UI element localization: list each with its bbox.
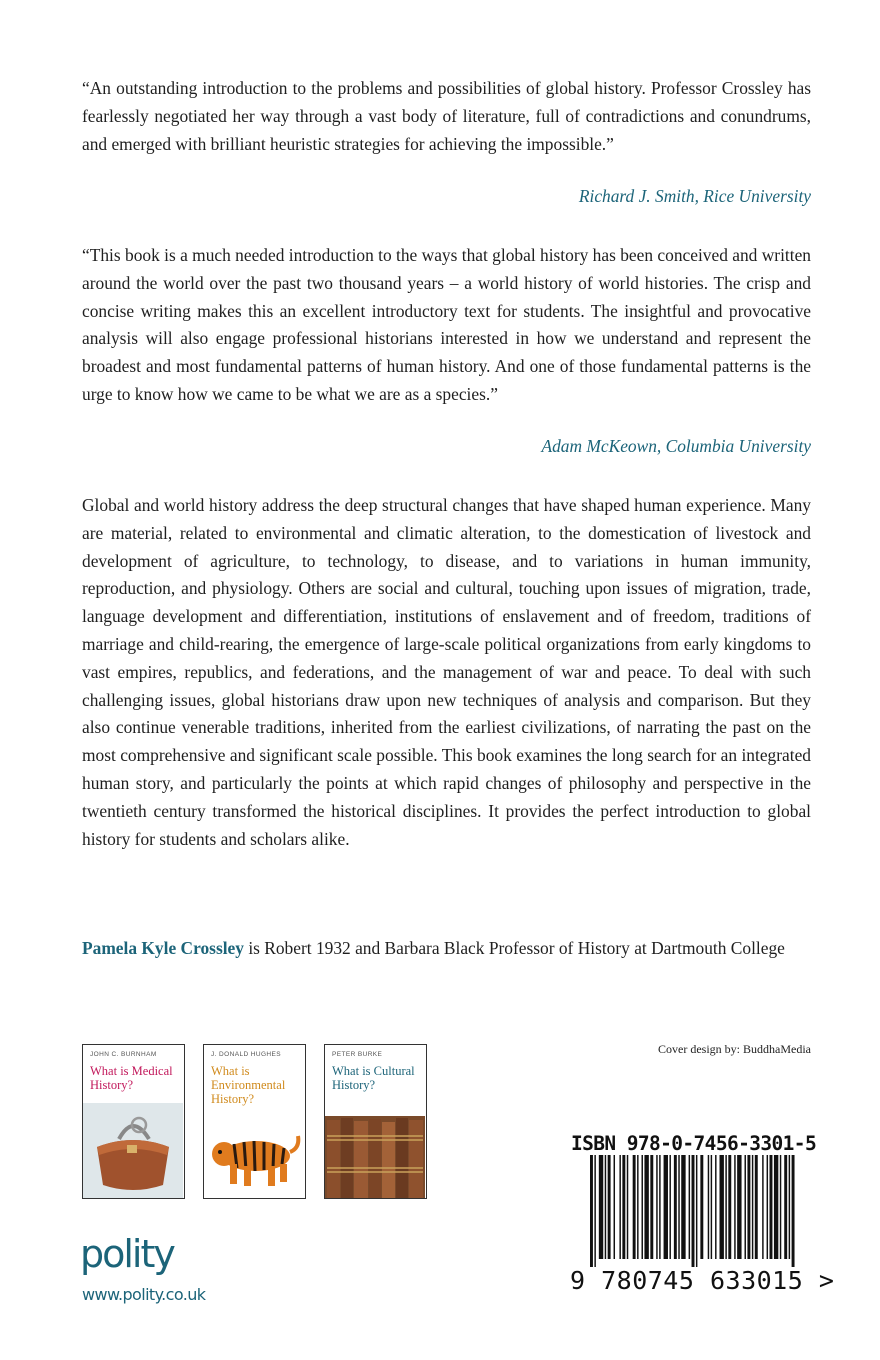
barcode-bar — [689, 1155, 690, 1259]
barcode-bar — [734, 1155, 735, 1259]
endorsement-attribution-2: Adam McKeown, Columbia University — [541, 436, 811, 456]
related-book-title: What is Medical History? — [90, 1064, 173, 1092]
tiger-icon — [204, 1118, 304, 1198]
isbn-barcode — [590, 1155, 796, 1267]
related-book-title: What is Environmental History? — [211, 1064, 286, 1106]
barcode-bar — [725, 1155, 726, 1259]
barcode-bar — [747, 1155, 750, 1259]
barcode-bar — [752, 1155, 753, 1259]
barcode-bar — [659, 1155, 660, 1259]
medical-bag-icon — [83, 1103, 183, 1198]
barcode-bar — [711, 1155, 712, 1259]
endorsement-quote-1: “An outstanding introduction to the problems and possibilities of global history. Professor Crossley has fearlessly negotiated her way through a vast body of literature, full of contradictions and conundrums, and emerged with brilliant heuristic strategies for achieving the impossible.” — [82, 78, 811, 154]
barcode-bar — [594, 1155, 595, 1267]
barcode-bar — [669, 1155, 670, 1259]
barcode-bar — [780, 1155, 781, 1259]
barcode-bar — [605, 1155, 606, 1259]
barcode-bar — [755, 1155, 758, 1259]
barcode-bar — [774, 1155, 778, 1259]
barcode-bar — [745, 1155, 746, 1259]
barcode-digits: 9 780745 633015 > — [570, 1266, 835, 1295]
barcode-bar — [656, 1155, 657, 1259]
isbn-label: ISBN 978-0-7456-3301-5 — [571, 1132, 817, 1155]
barcode-bar — [770, 1155, 773, 1259]
endorsement-attribution-1: Richard J. Smith, Rice University — [578, 186, 811, 206]
barcode-bar — [789, 1155, 790, 1259]
cover-design-credit: Cover design by: BuddhaMedia — [658, 1042, 811, 1056]
barcode-bar — [642, 1155, 643, 1259]
barcode-bar — [696, 1155, 697, 1267]
barcode-bar — [692, 1155, 695, 1267]
barcode-bar — [674, 1155, 677, 1259]
barcode-bar — [700, 1155, 703, 1259]
barcode-bar — [678, 1155, 679, 1259]
barcode-bar — [715, 1155, 716, 1259]
barcode-bar — [767, 1155, 768, 1259]
author-name: Pamela Kyle Crossley — [82, 938, 244, 958]
barcode-bar — [650, 1155, 653, 1259]
barcode-bar — [664, 1155, 668, 1259]
related-book-author: J. DONALD HUGHES — [211, 1051, 281, 1058]
barcode-bar — [608, 1155, 611, 1259]
barcode-bar — [719, 1155, 723, 1259]
publisher-logo: polity — [80, 1232, 174, 1276]
related-book-environmental — [203, 1044, 306, 1199]
barcode-bar — [622, 1155, 625, 1259]
barcode-bar — [644, 1155, 648, 1259]
barcode-bar — [633, 1155, 636, 1259]
barcode-bar — [637, 1155, 638, 1259]
barcode-bar — [614, 1155, 615, 1259]
barcode-bar — [737, 1155, 741, 1259]
barcode-bar — [599, 1155, 603, 1259]
publisher-url[interactable]: www.polity.co.uk — [82, 1285, 206, 1304]
author-bio — [82, 935, 811, 963]
barcode-bar — [590, 1155, 593, 1267]
related-book-author: JOHN C. BURNHAM — [90, 1051, 157, 1058]
related-book-author: PETER BURKE — [332, 1051, 383, 1058]
barcode-bar — [627, 1155, 628, 1259]
related-book-title: What is Cultural History? — [332, 1064, 415, 1092]
barcode-bar — [728, 1155, 731, 1259]
endorsement-quote-2: “This book is a much needed introduction to the ways that global history has been conceived and written around the world over the past two thousand years – a world history of world histories. The crisp and concise writing makes this an excellent introductory text for students. The insightful and provocative analysis will also engage professional historians interested in how we understand and represent the broadest and most fundamental patterns of human history. And one of those fundamental patterns is the urge to know how we came to be what we are as a species.” — [82, 245, 811, 404]
barcode-bar — [681, 1155, 685, 1259]
barcode-bar — [708, 1155, 709, 1259]
barcode-bar — [619, 1155, 620, 1259]
barcode-bar — [784, 1155, 787, 1259]
book-spines-icon — [325, 1116, 425, 1198]
related-book-medical — [82, 1044, 185, 1199]
book-description: Global and world history address the deep structural changes that have shaped human experience. Many are material, related to environmental and climatic alteration, to the domestication of livestock and development of agriculture, to technology, to disease, and to variations in human immunity, reproduction, and physiology. Others are social and cultural, touching upon issues of migration, trade, language development and differentiation, institutions of enslavement and of freedom, traditions of marriage and child-rearing, the emergence of large-scale political organizations from early kingdoms to vast empires, republics, and federations, and the management of war and peace. To deal with such challenging issues, global historians draw upon new techniques of analysis and comparison. But they also continue venerable traditions, inherited from the earliest civilizations, of narrating the past on the most comprehensive and significant scale possible. This book examines the long search for an integrated human story, and particularly the points at which rapid changes of philosophy and perspective in the twentieth century transformed the historical disciplines. It provides the perfect introduction to global history for students and scholars alike. — [82, 495, 811, 849]
author-bio-text: is Robert 1932 and Barbara Black Professor of History at Dartmouth College — [243, 938, 785, 958]
related-book-cultural — [324, 1044, 427, 1199]
barcode-bar — [792, 1155, 795, 1267]
barcode-bar — [762, 1155, 763, 1259]
